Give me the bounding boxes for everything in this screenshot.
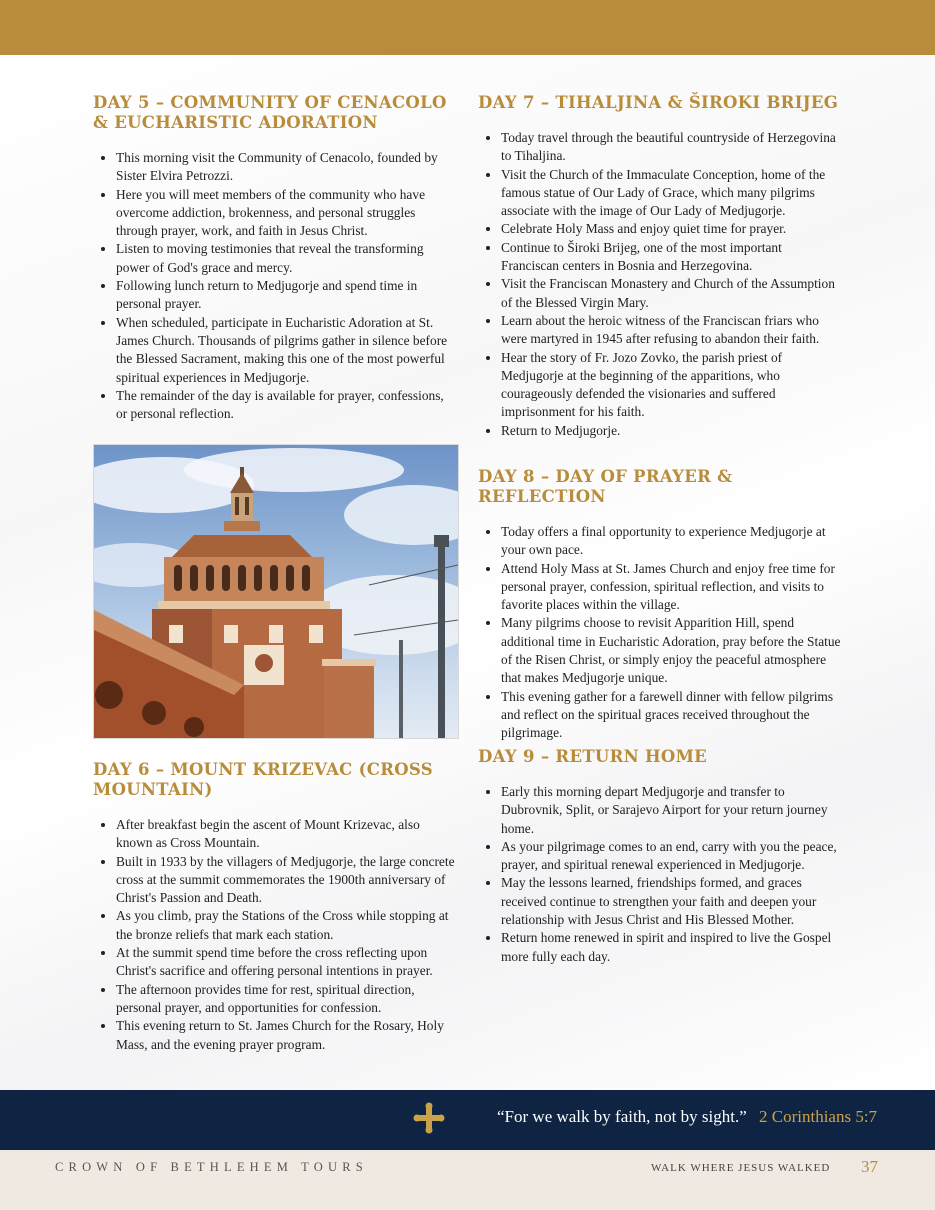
- page-number: 37: [861, 1157, 878, 1176]
- day-6-list: [93, 816, 458, 1054]
- day-5-list: [93, 149, 458, 423]
- day-5-heading: DAY 5 – COMMUNITY OF CENACOLO & EUCHARISTIC ADORATION: [93, 93, 447, 132]
- list-item: • Learn about the heroic witness of the Franciscan friars who were martyred in 1945 after refusing to abandon their faith.: [501, 312, 843, 349]
- list-item: • This morning visit the Community of Cenacolo, founded by Sister Elvira Petrozzi.: [116, 149, 458, 186]
- list-item: • Return to Medjugorje.: [501, 422, 843, 440]
- list-item: • Following lunch return to Medjugorje and spend time in personal prayer.: [116, 277, 458, 314]
- day-8-heading: DAY 8 – DAY OF PRAYER & REFLECTION: [478, 467, 733, 506]
- list-item: • Built in 1933 by the villagers of Medjugorje, the large concrete cross at the summit commemorates the 1900th anniversary of Christ's Passion and Death.: [116, 853, 458, 908]
- day-9-heading: DAY 9 – RETURN HOME: [478, 747, 708, 766]
- list-item: • At the summit spend time before the cross reflecting upon Christ's sacrifice and offering personal intentions in prayer.: [116, 944, 458, 981]
- list-item: • As your pilgrimage comes to an end, carry with you the peace, prayer, and spiritual renewal experienced in Medjugorje.: [501, 838, 843, 875]
- church-dome-photo: [93, 444, 459, 739]
- list-item: • Many pilgrims choose to revisit Apparition Hill, spend additional time in Eucharistic Adoration, pray before the Statue of the Risen Christ, or simply enjoy the peaceful atmosphere that makes Medjugorje unique.: [501, 614, 843, 687]
- list-item: • After breakfast begin the ascent of Mount Krizevac, also known as Cross Mountain.: [116, 816, 458, 853]
- list-item: • Visit the Church of the Immaculate Conception, home of the famous statue of Our Lady of Grace, which many pilgrims associate with the image of Our Lady of Medjugorje.: [501, 166, 843, 221]
- list-item: • May the lessons learned, friendships formed, and graces received continue to strengthen your faith and deepen your relationship with Jesus Christ and His Blessed Mother.: [501, 874, 843, 929]
- list-item: • When scheduled, participate in Eucharistic Adoration at St. James Church. Thousands of pilgrims gather in silence before the Blessed Sacrament, making this one of the most powerful spiritual experiences in Medjugorje.: [116, 314, 458, 387]
- cross-icon: [413, 1102, 445, 1134]
- list-item: • Here you will meet members of the community who have overcome addiction, brokenness, and personal struggles through prayer, work, and faith in Jesus Christ.: [116, 186, 458, 241]
- day-6-heading: DAY 6 – MOUNT KRIZEVAC (CROSS MOUNTAIN): [93, 760, 433, 799]
- list-item: • Today offers a final opportunity to experience Medjugorje at your own pace.: [501, 523, 843, 560]
- day-8-section: [478, 467, 843, 743]
- tagline: WALK WHERE JESUS WALKED: [651, 1162, 831, 1174]
- list-item: • This evening gather for a farewell dinner with fellow pilgrims and reflect on the spiritual graces received throughout the pilgrimage.: [501, 688, 843, 743]
- list-item: • The afternoon provides time for rest, spiritual direction, personal prayer, and opportunities for confession.: [116, 981, 458, 1018]
- top-gold-band: [0, 0, 935, 55]
- footer-scripture-reference: 2 Corinthians 5:7: [759, 1107, 878, 1126]
- day-5-section: [93, 93, 458, 423]
- list-item: • The remainder of the day is available for prayer, confessions, or personal reflection.: [116, 387, 458, 424]
- day-6-section: [93, 760, 458, 1054]
- day-7-list: [478, 129, 843, 440]
- list-item: • As you climb, pray the Stations of the Cross while stopping at the bronze reliefs that mark each station.: [116, 907, 458, 944]
- list-item: • Early this morning depart Medjugorje and transfer to Dubrovnik, Split, or Sarajevo Airport for your return journey home.: [501, 783, 843, 838]
- list-item: • Celebrate Holy Mass and enjoy quiet time for prayer.: [501, 220, 843, 238]
- footer-quote: “For we walk by faith, not by sight.”: [497, 1107, 747, 1126]
- bottom-bar: [0, 1150, 935, 1210]
- list-item: • Visit the Franciscan Monastery and Church of the Assumption of the Blessed Virgin Mary.: [501, 275, 843, 312]
- list-item: • Hear the story of Fr. Jozo Zovko, the parish priest of Medjugorje at the beginning of the apparitions, who courageously defended the visionaries and suffered imprisonment for his faith.: [501, 349, 843, 422]
- list-item: • Listen to moving testimonies that reveal the transforming power of God's grace and mercy.: [116, 240, 458, 277]
- day-9-section: [478, 747, 843, 966]
- list-item: • Attend Holy Mass at St. James Church and enjoy free time for personal prayer, confession, spiritual reflection, and visits to favorite places within the village.: [501, 560, 843, 615]
- list-item: • Return home renewed in spirit and inspired to live the Gospel more fully each day.: [501, 929, 843, 966]
- list-item: • Continue to Široki Brijeg, one of the most important Franciscan centers in Bosnia and Herzegovina.: [501, 239, 843, 276]
- day-8-list: [478, 523, 843, 743]
- day-7-heading: DAY 7 – TIHALJINA & ŠIROKI BRIJEG: [478, 93, 839, 112]
- day-7-section: [478, 93, 843, 440]
- day-9-list: [478, 783, 843, 966]
- list-item: • Today travel through the beautiful countryside of Herzegovina to Tihaljina.: [501, 129, 843, 166]
- list-item: • This evening return to St. James Church for the Rosary, Holy Mass, and the evening prayer program.: [116, 1017, 458, 1054]
- brand-name: CROWN OF BETHLEHEM TOURS: [55, 1160, 368, 1174]
